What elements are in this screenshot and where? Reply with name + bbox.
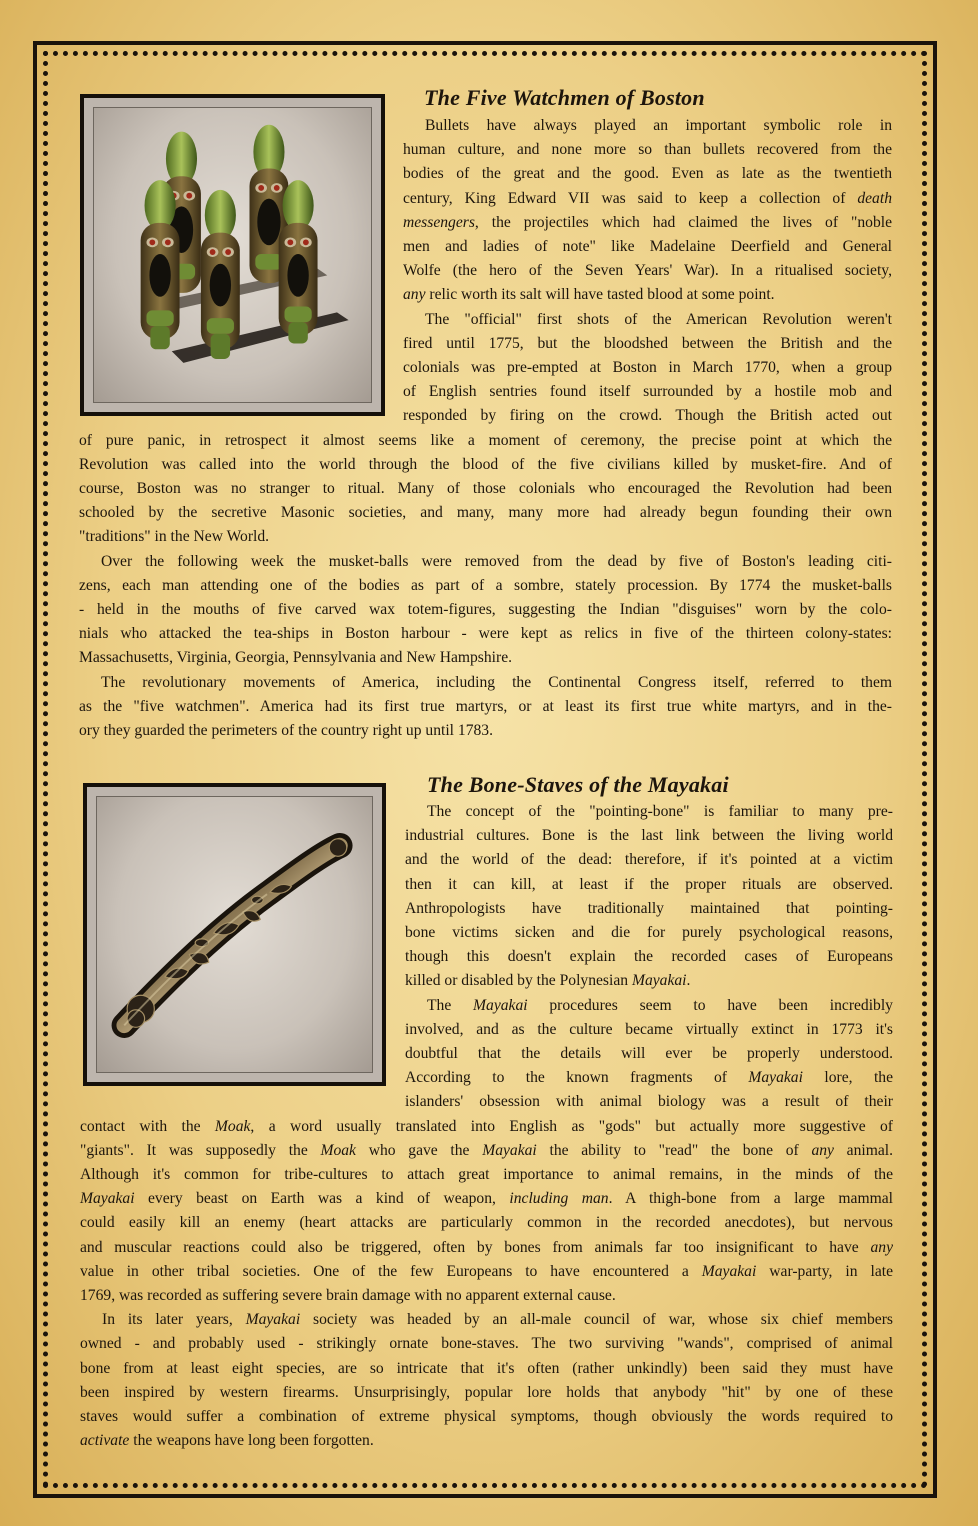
text-line: Massachusetts, Virginia, Georgia, Pennsylvania and New Hampshire. xyxy=(79,649,513,667)
text-line: messengers, the projectiles which had claimed the lives of "noble xyxy=(403,213,892,231)
text-line: owned - and probably used - strikingly ornate bone-staves. The two surviving "wands", comprised of animal xyxy=(80,1335,893,1353)
text-line: "giants". It was supposedly the Moak who gave the Mayakai the ability to "read" the bone of any animal. xyxy=(80,1141,894,1159)
text-line: Over the following week the musket-balls were removed from the dead by five of Boston's leading citi- xyxy=(101,552,892,570)
text-line: of English sentries found itself surrounded by a hostile mob and xyxy=(403,383,892,401)
text-line: In its later years, Mayakai society was headed by an all-male council of war, whose six chief members xyxy=(102,1311,893,1329)
text-line: "traditions" in the New World. xyxy=(79,528,270,546)
text-line: been inspired by western firearms. Unsurprisingly, popular lore holds that anybody "hit" by one of these xyxy=(80,1383,893,1401)
text-line: any relic worth its salt will have tasted blood at some point. xyxy=(403,286,775,304)
bone-staff-illustration-frame xyxy=(83,783,386,1086)
text-line: colonials was pre-empted at Boston in March 1770, when a group xyxy=(403,359,892,376)
text-line: 1769, was recorded as suffering severe brain damage with no apparent external cause. xyxy=(80,1287,616,1304)
watchmen-totems-illustration xyxy=(94,108,371,402)
text-line: century, King Edward VII was said to keep a collection of death xyxy=(403,189,892,207)
text-line: as the "five watchmen". America had its first true martyrs, or at least its first true white martyrs, and in the- xyxy=(79,697,892,715)
text-line: staves would suffer a combination of extreme physical symptoms, though obviously the words required to xyxy=(80,1408,893,1425)
text-line: bone victims sicken and die for purely psychological reasons, xyxy=(405,924,893,941)
text-line: then it can kill, at least if the proper rituals are observed. xyxy=(405,875,893,893)
text-line: bodies of the great and the good. Even as late as the twentieth xyxy=(403,165,892,183)
totem-front-center xyxy=(201,190,240,359)
section-title-bone-staves: The Bone-Staves of the Mayakai xyxy=(427,772,729,797)
text-line: and the world of the dead: therefore, if it's pointed at a victim xyxy=(405,851,893,869)
text-line: Although it's common for tribe-cultures to attach great importance to animal remains, in the minds of the xyxy=(80,1166,893,1183)
bone-staff-illustration xyxy=(97,797,372,1072)
text-line: schooled by the secretive Masonic societies, and many, many more had already begun founding their own xyxy=(79,504,892,522)
text-line: islanders' obsession with animal biology was a result of their xyxy=(405,1093,893,1111)
text-line: zens, each man attending one of the bodies as part of a sombre, stately procession. By 1774 the musket-balls xyxy=(79,576,892,594)
text-line: human culture, and none more so than bullets recovered from the xyxy=(403,141,892,159)
text-line: bone from at least eight species, are so intricate that it's often (rather unkindly) been said they must have xyxy=(80,1359,893,1377)
section-title-watchmen: The Five Watchmen of Boston xyxy=(424,85,705,110)
text-line: Anthropologists have traditionally maintained that pointing- xyxy=(405,899,893,917)
watchmen-illustration-frame xyxy=(80,94,385,416)
text-line: fired until 1775, but the bloodshed between the British and the xyxy=(403,334,892,352)
text-line: Revolution was called into the world through the blood of the five civilians killed by musket-fire. And of xyxy=(79,455,892,473)
text-line: contact with the Moak, a word usually translated into English as "gods" but actually more suggestive of xyxy=(80,1117,893,1135)
text-line: ory they guarded the perimeters of the country right up until 1783. xyxy=(79,722,493,739)
text-line: could easily kill an enemy (heart attacks are particularly common in the recorded anecdotes), but nervous xyxy=(80,1214,893,1232)
text-line: The "official" first shots of the American Revolution weren't xyxy=(425,310,892,328)
text-line: The revolutionary movements of America, including the Continental Congress itself, referred to them xyxy=(101,673,892,691)
text-line: involved, and as the culture became virtually extinct in 1773 it's xyxy=(405,1020,893,1038)
text-line: activate the weapons have long been forgotten. xyxy=(80,1432,374,1450)
totem-front-right xyxy=(279,180,318,343)
text-line: Wolfe (the hero of the Seven Years' War). In a ritualised society, xyxy=(403,262,892,280)
text-line: - held in the mouths of five carved wax totem-figures, suggesting the Indian "disguises" worn by the colo- xyxy=(79,601,892,618)
text-line: The concept of the "pointing-bone" is familiar to many pre- xyxy=(427,803,893,820)
text-line: doubtful that the details will ever be properly understood. xyxy=(405,1045,893,1062)
text-line: and muscular reactions could also be triggered, often by bones from animals far too insignificant to have any xyxy=(80,1238,893,1256)
text-line: killed or disabled by the Polynesian Mayakai. xyxy=(405,972,691,990)
text-line: According to the known fragments of Mayakai lore, the xyxy=(405,1069,893,1087)
text-line: Bullets have always played an important symbolic role in xyxy=(425,117,892,134)
text-line: Mayakai every beast on Earth was a kind of weapon, including man. A thigh-bone from a large mammal xyxy=(80,1190,893,1208)
text-line: The Mayakai procedures seem to have been incredibly xyxy=(427,996,893,1014)
text-line: men and ladies of note" like Madelaine Deerfield and General xyxy=(403,238,892,255)
text-line: value in other tribal societies. One of the few Europeans to have encountered a Mayakai war-party, in late xyxy=(80,1262,894,1280)
text-line: nials who attacked the tea-ships in Boston harbour - were kept as relics in five of the thirteen colony-states: xyxy=(79,625,892,643)
text-line: industrial cultures. Bone is the last link between the living world xyxy=(405,827,893,845)
text-line: though this doesn't explain the recorded cases of Europeans xyxy=(405,948,893,966)
text-line: responded by firing on the crowd. Though the British acted out xyxy=(403,407,892,425)
text-line: of pure panic, in retrospect it almost seems like a moment of ceremony, the precise point at which the xyxy=(79,431,892,449)
totem-front-left xyxy=(141,180,180,349)
text-line: course, Boston was no stranger to ritual. Many of those colonials who encouraged the Revolution had been xyxy=(79,480,892,497)
